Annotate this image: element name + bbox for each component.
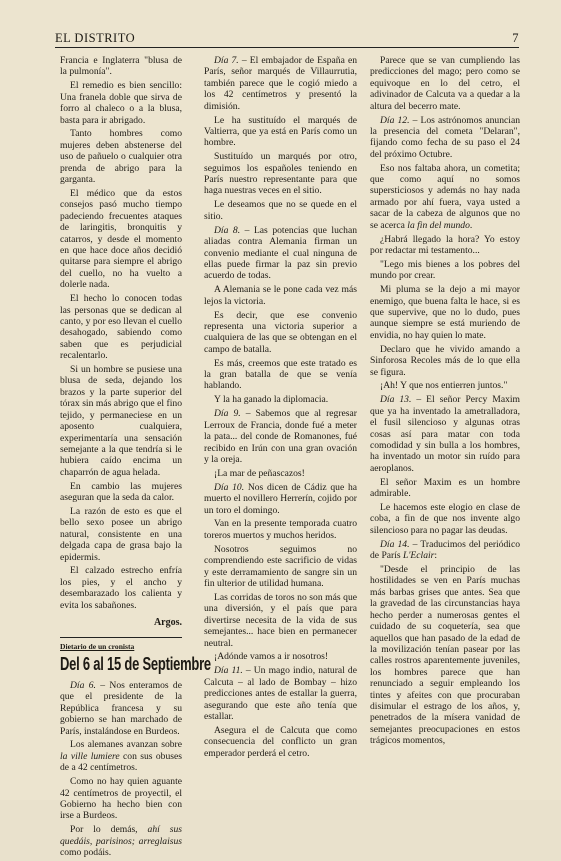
paragraph: Le deseamos que no se quede en el sitio.	[204, 199, 357, 222]
paragraph: ¡Adónde vamos a ir nosotros!	[214, 651, 329, 663]
day-label: Día 10.	[214, 481, 245, 493]
page-number: 7	[512, 31, 519, 45]
paragraph: Es decir, que ese convenio representa una victoria superior a cualquiera de las que se obtengan en el campo de batalla.	[204, 309, 357, 355]
paragraph: Francia e Inglaterra "blusa de la pulmonía".	[60, 55, 182, 78]
paragraph: ¡La mar de peñascazos!	[214, 467, 305, 479]
newspaper-title: EL DISTRITO	[55, 31, 136, 45]
day-label: Día 7.	[214, 55, 239, 66]
paragraph: Eso nos faltaba ahora, un cometita; que como aquí no somos supersticiosos y además no hay nada armado por ahí fuera, vaya usted a sacar de la cabeza de algunos que no se acerca la fin del mundo.	[370, 162, 520, 231]
paragraph: Por lo demás, ahí sus quedáis, parisinos; arreglaisus como podáis.	[60, 824, 182, 859]
column-1	[60, 55, 211, 861]
paragraph: Las corridas de toros no son más que una diversión, y el país que para divertirse necesita de la vida de sus semejantes... hace bien en permanecer neutral.	[204, 591, 357, 649]
paragraph: Día 14. – Traducimos del periódico de París L'Eclair:	[370, 538, 521, 562]
paragraph: Día 11. – Un mago indio, natural de Calcuta – al lado de Bombay – hizo predicciones antes de estallar la guerra, asegurando que este año tenía que estallar.	[204, 665, 357, 722]
day-label: Día 9.	[214, 408, 241, 420]
paragraph: A Alemania se le pone cada vez más lejos la victoria.	[204, 284, 357, 307]
paragraph: Parece que se van cumpliendo las predicciones del mago; pero como se equivoque en lo del cetro, el adivinador de Calcuta va a quedar a la altura del becerro mate.	[370, 55, 520, 112]
day-label: Día 11.	[214, 665, 243, 677]
paragraph: Día 10. Nos dicen de Cádiz que ha muerto el novillero Herrerín, cojido por un toro el domingo.	[204, 481, 358, 516]
paragraph: "Lego mis bienes a los pobres del mundo por crear.	[370, 258, 520, 282]
paragraph: Sustituído un marqués por otro, seguimos los españoles teniendo en París nuestro representante para que haga nuestras veces en el sitio.	[204, 151, 357, 197]
paragraph: El médico que da estos consejos pasó mucho tiempo padeciendo frecuentes ataques de laringitis, bronquitis y catarros, y desde el momento en que hace doce años decidió quitarse para siempre el abrigo del cuello, no ha vuelto a dolerle nada.	[60, 187, 182, 291]
signature: Argos.	[153, 617, 182, 629]
day-label: Día 6.	[70, 679, 96, 691]
header-rule	[55, 47, 519, 48]
paragraph: Día 9. – Sabemos que al regresar Lerroux de Francia, donde fué a meter la pata... del conde de Romanones, fué recibido en Irún con una gran ovación y la oreja.	[204, 408, 357, 465]
day-label: Día 12.	[380, 114, 410, 126]
paragraph: Si un hombre se pusiese una blusa de seda, dejando los brazos y la parte superior del tórax sin más abrigo que el fino tejido, y permaneciese en un aposento cualquiera, experimentaría una sensación semejante a la que tendría si le hubiera caído encima un chaparrón de agua helada.	[60, 364, 182, 478]
section-headline: Del 6 al 15 de Septiembre	[60, 653, 211, 674]
paragraph: Van en la presente temporada cuatro toreros muertos y muchos heridos.	[204, 518, 357, 541]
paragraph: Día 6. – Nos enteramos de que el presidente de la República francesa y su gobierno se han marchado de París, instalándose en Burdeos.	[60, 679, 182, 737]
paragraph: ¡Ah! Y que nos entierren juntos."	[380, 380, 508, 392]
paragraph: Los alemanes avanzan sobre la ville lumiere con sus obuses de a 42 centímetros.	[60, 739, 182, 774]
paragraph: El hecho lo conocen todas las personas que se dedican al canto, y por eso llevan el cuello desahogado, sabiendo como saben que es perjudicial recalentarlo.	[60, 293, 182, 362]
paragraph: Como no hay quien aguante 42 centímetros de proyectil, el Gobierno ha hecho bien con irse a Burdeos.	[60, 776, 182, 822]
paragraph: El señor Maxim es un hombre admirable.	[370, 476, 520, 500]
page-header	[55, 30, 519, 46]
day-label: Día 8.	[214, 224, 241, 236]
paragraph: Día 13. – El señor Percy Maxim que ya ha inventado la ametralladora, el fusil silencioso y algunas otras cosas así para matar con toda comodidad y sin bulla a los hombres, ha inventado un motor sin ruído para aeroplanos.	[370, 394, 520, 474]
paragraph: Y la ha ganado la diplomacia.	[214, 394, 329, 406]
paragraph: En cambio las mujeres aseguran que la seda da calor.	[60, 480, 182, 504]
paragraph: Le hacemos este elogio en clase de coba, a fin de que nos invente algo silencioso para no pagar las deudas.	[370, 502, 520, 536]
paragraph: Es más, creemos que este tratado es la gran batalla de que se venía hablando.	[204, 357, 357, 392]
paragraph: Asegura el de Calcuta que como consecuencia del conflicto un gran emperador perderá el cetro.	[204, 724, 357, 759]
section-divider	[60, 637, 182, 638]
paragraph: El calzado estrecho enfría los pies, y el ancho y desembarazado los calienta y evita los sabañones.	[60, 565, 182, 611]
day-label: Día 13.	[380, 394, 412, 406]
section-label: Dietario de un cronista	[60, 641, 135, 651]
paragraph: El remedio es bien sencillo: Una franela doble que sirva de forro al chaleco o a la blusa, basta para ir abrigado.	[60, 80, 182, 126]
column-3	[370, 55, 520, 749]
paragraph: La razón de esto es que el bello sexo posee un abrigo natural, consistente en una delgada capa de grasa bajo la epidermis.	[60, 505, 182, 563]
paragraph: Día 12. – Los astrónomos anuncian la presencia del cometa "Delaran", fijando como fecha de su paso el 24 del próximo Octubre.	[370, 114, 520, 160]
paragraph: Nosotros seguimos no comprendiendo este sacrificio de vidas y este derramamiento de sangre sin un fin ulterior de utilidad humana.	[204, 543, 357, 589]
paragraph: Día 8. – Las potencias que luchan aliadas contra Alemania firman un convenio mediante el cual ninguna de ellas puede firmar la paz sin previo acuerdo de todas.	[204, 224, 358, 282]
column-2	[204, 55, 357, 762]
paragraph: Mi pluma se la dejo a mi mayor enemigo, que buena falta le hace, si es que supervive, que no lo dudo, pues aunque siempre se está muriendo de envidia, no hay quien lo mate.	[370, 284, 520, 341]
paragraph: "Desde el principio de las hostilidades se ven en París muchas más barbas grises que antes. Sea que la gravedad de las circunstancias haya hecho perder a numerosas gentes el cuidado de su coquetería, sea que aquellos que han pasado de la edad de la movilización tenían pasear por las calles rostros aparentemente juveniles, los hombres parece que han renunciado a seguir empleando los tintes y afeites con que procuraban disimular el estrago de los años, y, penetrados de la mísera vanidad de semejantes preocupaciones en estos trágicos momentos,	[370, 564, 520, 747]
paragraph: Le ha sustituído el marqués de Valtierra, que ya está en París como un hombre.	[204, 114, 357, 149]
day-label: Día 14.	[380, 538, 410, 550]
paragraph: Día 7. – El embajador de España en París, señor marqués de Villaurrutia, también parece que le cogió miedo a los 42 centímetros y presentó la dimisión.	[204, 55, 358, 112]
paragraph: ¿Habrá llegado la hora? Yo estoy por redactar mi testamento...	[370, 233, 520, 256]
paragraph: Declaro que he vivido amando a Sinforosa Recoles más de lo que ella se figura.	[370, 343, 520, 378]
paragraph: Tanto hombres como mujeres deben abstenerse del uso de pañuelo o cualquier otra prenda de abrigo para la garganta.	[60, 128, 182, 186]
